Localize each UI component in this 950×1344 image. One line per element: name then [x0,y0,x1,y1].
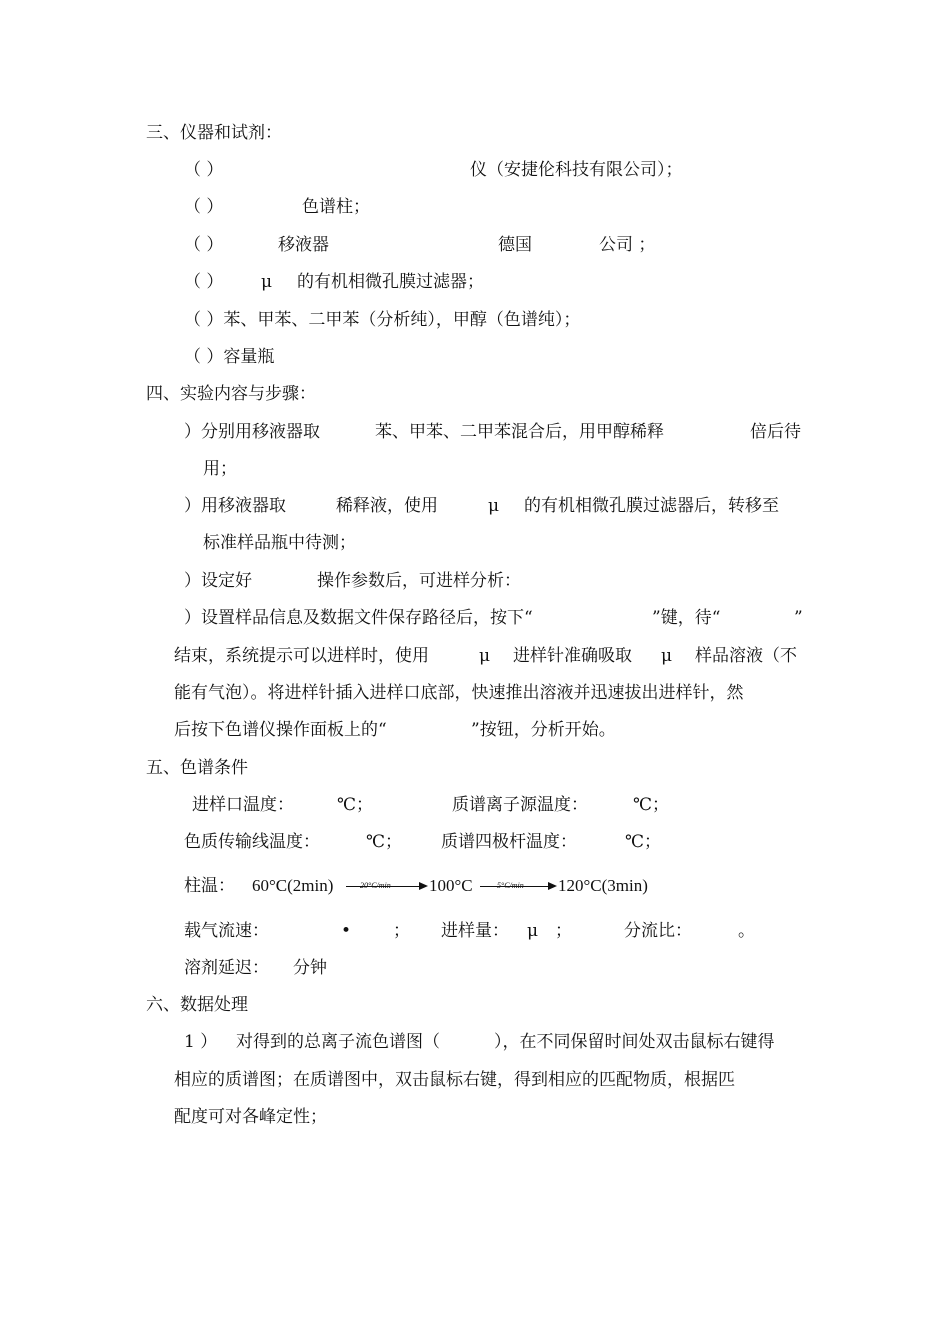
cond-source-temp-unit: ℃； [633,795,670,815]
item-4-mu: μ [261,272,273,292]
step-2-mu: μ [488,496,500,516]
step-4-j: 后按下色谱仪操作面板上的“ [174,720,387,740]
column-temp-final: 120°C(3min) [558,876,648,895]
data-step-1-b: ），在不同保留时间处双击鼠标右键得 [494,1032,775,1052]
cond-carrier-flow-sep: ； [393,921,410,941]
step-1-d: 用； [203,459,237,479]
item-3-text-a: 移液器 [278,235,329,255]
ramp-arrow-2-head [548,882,557,890]
data-step-1-d: 配度可对各峰定性； [174,1107,327,1127]
cond-injection-vol-label: 进样量： [441,921,509,941]
cond-column-temp-label: 柱温： [184,876,235,896]
ramp-arrow-1-line [346,886,419,887]
step-4-k: ”按钮，分析开始。 [471,720,616,740]
item-1-text: 仪（安捷伦科技有限公司）； [470,160,683,180]
item-5-text: （ ）苯、甲苯、二甲苯（分析纯），甲醇（色谱纯）； [184,310,581,330]
cond-carrier-flow-label: 载气流速： [184,921,269,941]
item-6-text: （ ）容量瓶 [184,347,275,367]
column-temp-mid: 100°C [429,876,473,895]
cond-quad-temp-unit: ℃； [625,832,662,852]
step-4-mu-1: μ [479,646,491,666]
section-6-heading: 六、数据处理 [146,995,248,1015]
data-step-1-a: 对得到的总离子流色谱图（ [236,1032,440,1052]
cond-source-temp-label: 质谱离子源温度： [452,795,588,815]
step-1-a: ）分别用移液器取 [184,422,320,442]
cond-split-ratio-label: 分流比： [624,921,692,941]
step-2-d: 的有机相微孔膜过滤器后，转移至 [524,496,779,516]
step-3-b: 操作参数后，可进样分析： [317,571,521,591]
cond-transfer-temp-unit: ℃； [366,832,403,852]
cond-carrier-flow-dot: • [341,921,352,941]
cond-injection-vol-mu: μ [527,921,539,941]
step-4-c: ” [794,608,803,628]
ramp-arrow-2-line [480,886,548,887]
cond-inlet-temp-label: 进样口温度： [192,795,294,815]
item-4-text: 的有机相微孔膜过滤器； [297,272,484,292]
column-temp-initial: 60°C(2min) [252,876,334,895]
item-3-number: （ ） [184,235,224,255]
item-4-number: （ ） [184,272,224,292]
step-4-b: ”键，待“ [652,608,721,628]
item-3-text-b: 德国 [498,235,532,255]
data-step-1-c: 相应的质谱图；在质谱图中，双击鼠标右键，得到相应的匹配物质，根据匹 [174,1070,735,1090]
step-4-i: 能有气泡）。将进样针插入进样口底部，快速推出溶液并迅速拔出进样针，然 [174,683,744,703]
step-2-a: ）用移液器取 [184,496,286,516]
step-1-c: 倍后待 [750,422,801,442]
cond-injection-vol-sep: ； [555,921,572,941]
cond-solvent-delay-label: 溶剂延迟： [184,958,269,978]
item-2-text: 色谱柱； [302,197,370,217]
data-step-1-number: 1 ） [184,1032,218,1052]
step-4-h: 样品溶液（不 [695,646,797,666]
step-4-f: 进样针准确吸取 [513,646,632,666]
section-3-heading: 三、仪器和试剂： [146,123,282,143]
item-3-text-c: 公司 ； [599,235,656,255]
step-4-d: 结束，系统提示可以进样时，使用 [174,646,429,666]
step-1-b: 苯、甲苯、二甲苯混合后，用甲醇稀释 [375,422,664,442]
ramp-arrow-1-head [419,882,428,890]
item-1-number: （ ） [184,160,224,180]
step-2-b: 稀释液，使用 [336,496,438,516]
section-5-heading: 五、色谱条件 [146,758,248,778]
cond-inlet-temp-unit: ℃； [337,795,374,815]
step-2-e: 标准样品瓶中待测； [203,533,356,553]
cond-transfer-temp-label: 色质传输线温度： [184,832,320,852]
step-4-a: ）设置样品信息及数据文件保存路径后，按下“ [184,608,533,628]
cond-split-ratio-end: 。 [738,921,755,941]
item-2-number: （ ） [184,197,224,217]
step-4-mu-2: μ [661,646,673,666]
step-3-a: ）设定好 [184,571,252,591]
cond-quad-temp-label: 质谱四极杆温度： [441,832,577,852]
section-4-heading: 四、实验内容与步骤： [146,384,316,404]
cond-solvent-delay-unit: 分钟 [293,958,327,978]
